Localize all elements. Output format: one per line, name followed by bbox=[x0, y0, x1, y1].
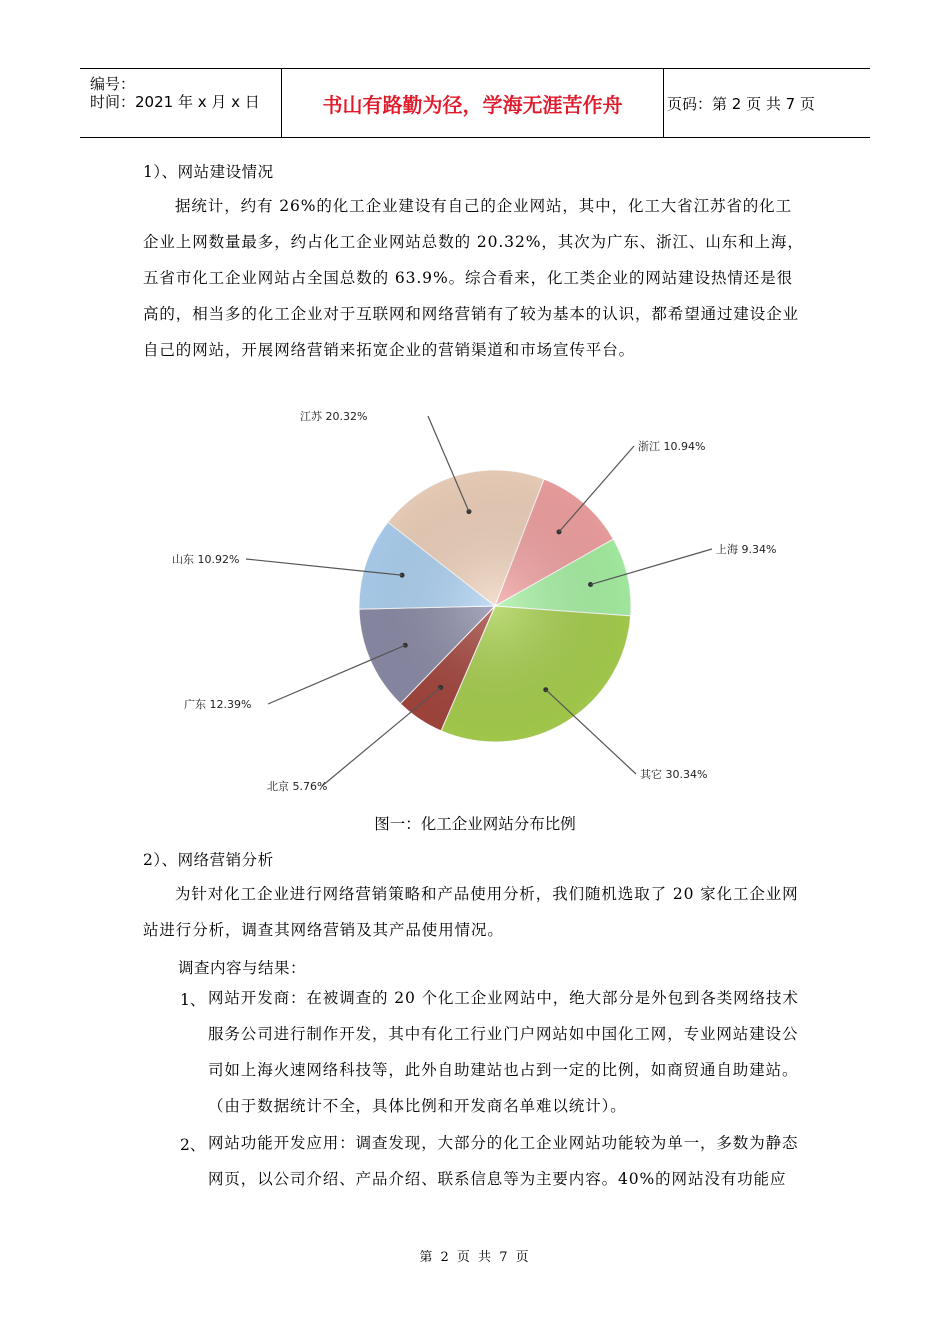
pie-label-北京: 北京 5.76% bbox=[267, 780, 328, 793]
header-motto: 书山有路勤为径，学海无涯苦作舟 bbox=[281, 69, 664, 137]
page-header bbox=[80, 68, 870, 138]
section1-paragraph: 据统计，约有 26%的化工企业建设有自己的企业网站，其中，化工大省江苏省的化工企业上网数量最多，约占化工企业网站总数的 20.32%，其次为广东、浙江、山东和上海，五省市化工企业网站占全国总数的 63.9%。综合看来，化工类企业的网站建设热情还是很高的，相当多的化工企业对于互联网和网络营销有了较为基本的认识，都希望通过建设企业自己的网站，开展网络营销来拓宽企业的营销渠道和市场宣传平台。 bbox=[143, 197, 804, 359]
results-label: 调查内容与结果： bbox=[178, 959, 307, 977]
pie-label-上海: 上海 9.34% bbox=[716, 543, 777, 556]
header-code: 编号： bbox=[90, 75, 136, 93]
list-item-1-number: 1、 bbox=[180, 991, 206, 1009]
list-item-2-text: 网站功能开发应用：调查发现，大部分的化工企业网站功能较为单一，多数为静态网页，以公司介绍、产品介绍、联系信息等为主要内容。40%的网站没有功能应 bbox=[208, 1134, 799, 1188]
section2-paragraph: 为针对化工企业进行网络营销策略和产品使用分析，我们随机选取了 20 家化工企业网站进行分析，调查其网络营销及其产品使用情况。 bbox=[143, 885, 799, 939]
pie-label-山东: 山东 10.92% bbox=[172, 553, 240, 566]
pie-label-其它: 其它 30.34% bbox=[640, 768, 708, 781]
header-page-label: 页码：第 2 页 共 7 页 bbox=[667, 94, 815, 113]
section2-heading: 2）、网络营销分析 bbox=[143, 851, 274, 869]
pie-chart-svg bbox=[150, 390, 810, 800]
list-item-2-number: 2、 bbox=[180, 1136, 206, 1154]
pie-label-江苏: 江苏 20.32% bbox=[300, 410, 368, 423]
pie-label-浙江: 浙江 10.94% bbox=[638, 440, 706, 453]
header-left-cell bbox=[80, 69, 281, 137]
list-item-1-text: 网站开发商：在被调查的 20 个化工企业网站中，绝大部分是外包到各类网络技术服务公司进行制作开发，其中有化工行业门户网站如中国化工网，专业网站建设公司如上海火速网络科技等，此外自助建站也占到一定的比例，如商贸通自助建站。（由于数据统计不全，具体比例和开发商名单难以统计）。 bbox=[208, 989, 799, 1115]
pie-leader-line-北京 bbox=[322, 687, 441, 786]
pie-shading bbox=[359, 470, 631, 742]
page-footer: 第 2 页 共 7 页 bbox=[419, 1250, 531, 1265]
chart-caption: 图一：化工企业网站分布比例 bbox=[374, 815, 576, 833]
pie-leader-dot-广东 bbox=[403, 643, 408, 648]
section1-heading: 1）、网站建设情况 bbox=[143, 163, 274, 181]
pie-chart bbox=[150, 390, 810, 800]
pie-label-广东: 广东 12.39% bbox=[184, 698, 252, 711]
header-date: 时间：2021 年 x 月 x 日 bbox=[90, 93, 260, 111]
